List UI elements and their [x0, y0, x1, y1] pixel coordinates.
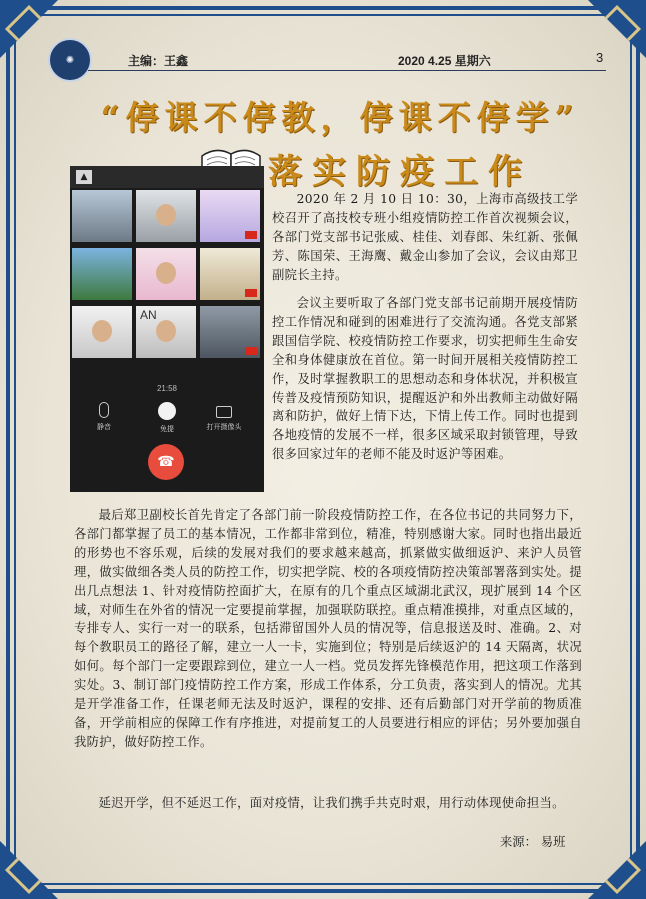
school-logo: ✺ [48, 38, 92, 82]
article-source: 来源： 易班 [500, 835, 566, 849]
article-paragraph-1: 2020 年 2 月 10 日 10：30，上海市高级技工学校召开了高技校专班小组疫情防控工作首次视频会议，各部门党支部书记张威、桂佳、刘春郎、朱红新、张佩芳、陈国荣、王海鹰、戴金山参加了会议，会议由郑卫副院长主持。 [272, 192, 578, 282]
participant-tile [136, 248, 196, 300]
call-topbar [70, 166, 264, 188]
participant-avatar [92, 320, 112, 342]
video-call-screenshot [70, 166, 264, 492]
participant-tile [136, 306, 196, 358]
headline-line-2: 落实防疫工作 [268, 152, 532, 192]
call-timer: 21:58 [156, 384, 178, 393]
camera-icon [216, 406, 232, 418]
speaker-icon [158, 402, 176, 420]
china-flag-icon [245, 289, 257, 297]
china-flag-icon [245, 347, 257, 355]
article-paragraph-4: 延迟开学，但不延迟工作，面对疫情，让我们携手共克时艰，用行动体现使命担当。 [98, 796, 565, 810]
microphone-icon [99, 402, 109, 418]
participant-tile [200, 306, 260, 358]
participant-tile [72, 190, 132, 242]
minimize-icon: ▲ [76, 170, 92, 184]
speaker-button [147, 402, 187, 434]
editor-label: 主编：王鑫 [128, 54, 189, 68]
header-divider [88, 70, 606, 71]
china-flag-icon [245, 231, 257, 239]
article-paragraph-2: 会议主要听取了各部门党支部书记前期开展疫情防控工作情况和碰到的困难进行了交流沟通。各党支部紧跟国信学院、校疫情防控工作要求，切实把师生生命安全和身体健康放在首位。第一时间开展相关疫情防控工作，及时掌握教职工的思想动态和身体状况，并积极宣传普及疫情预防知识，提醒返沪和外出教师主动做好隔离和防护，做好上情下达，下情上传工作。同时也提到各地疫情的发展不一样，很多区域采取封锁管理，导致很多回家过年的老师不能及时返沪等困难。 [272, 296, 578, 462]
headline-line-1: “停课不停教，停课不停学” [100, 98, 580, 137]
participant-tile [72, 248, 132, 300]
camera-label: 打开摄像头 [206, 424, 242, 431]
participant-tile [136, 190, 196, 242]
participant-tile [200, 248, 260, 300]
page-number: 3 [596, 50, 604, 65]
participant-avatar [156, 320, 176, 342]
participant-tile [200, 190, 260, 242]
mute-label: 静音 [97, 424, 111, 431]
speaker-label: 免提 [160, 426, 174, 433]
participant-avatar [156, 204, 176, 226]
article-paragraph-3: 最后郑卫副校长首先肯定了各部门前一阶段疫情防控工作，在各位书记的共同努力下，各部门都掌握了员工的基本情况，工作都非常到位，精准，特别感谢大家。同时也指出最近的形势也不容乐观，后续的发展对我们的要求越来越高，抓紧做实做细返沪、来沪人员管理，做实做细各类人员的防控工作，切实把学院、校的各项疫情防控决策部署落到实处。提出几点想法 1、针对疫情防控面扩大，在原有的几个重点区域湖北武汉，现扩展到 14 个区域，对师生在外省的情况一定要提前掌握，加强联防联控。重点精准摸排，对重点区域的，专排专人、实行一对一的联系，包括滞留国外人员的情况等，信息报送及时、准确。2、对每个教职员工的路径了解，建立一人一卡，实施到位；特别是后续返沪的 14 天隔离，状况如何。每个部门一定要跟踪到位，建立一人一档。党员发挥先锋模范作用，把这项工作落到实处。3、制订部门疫情防控工作方案，形成工作体系，分工负责，落实到人的情况。尤其是开学准备工作，任课老师无法及时返沪，课程的安排、还有后勤部门对开学前的物质准备，开学前相应的保障工作有序推进，对提前复工的人员要进行相应的评估；另外要加强自我防护，做好防控工作。 [74, 508, 582, 749]
participant-avatar [156, 262, 176, 284]
issue-date: 2020 4.25 星期六 [398, 54, 491, 68]
mute-button [84, 402, 124, 432]
camera-button [204, 402, 244, 432]
participant-badge-text: AN [140, 308, 157, 322]
participant-tile [72, 306, 132, 358]
hang-up-icon: ☎ [148, 444, 184, 480]
